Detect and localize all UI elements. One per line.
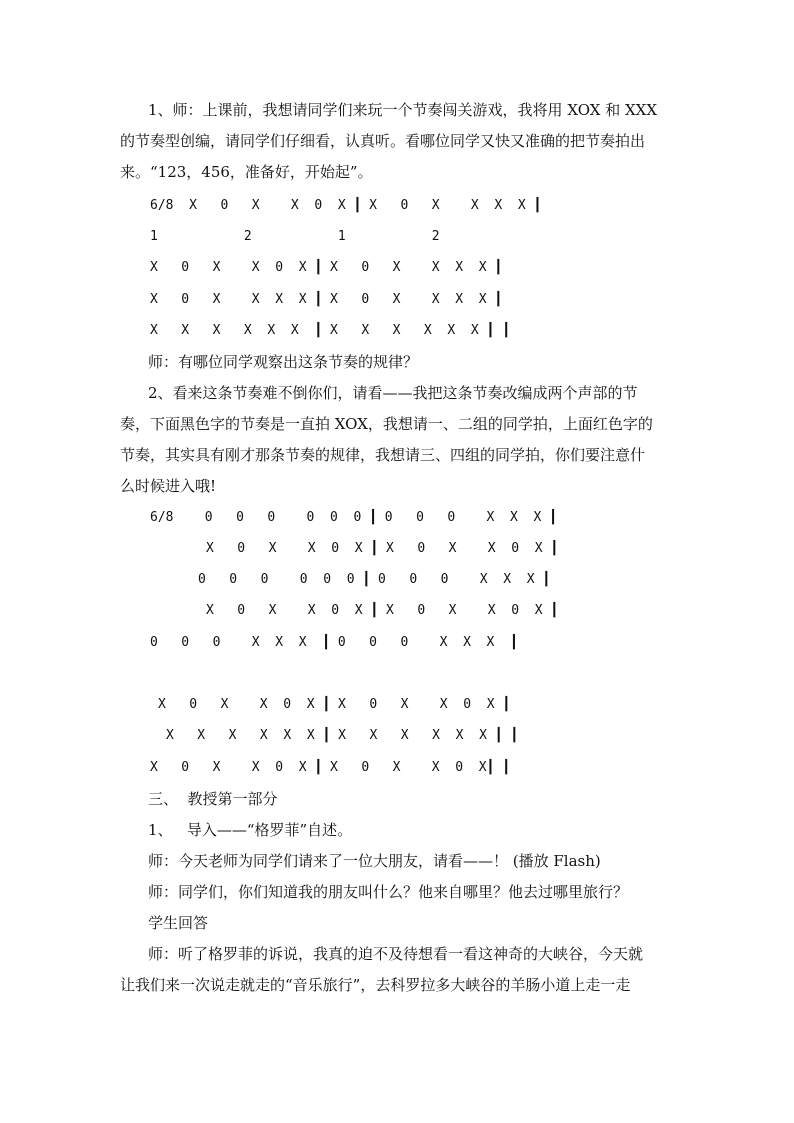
rhythm-1-line-1: 6/8 X 0 X X 0 X ┃ X 0 X X X X ┃ [150,198,542,213]
paragraph-1-line-1: 1、师：上课前，我想请同学们来玩一个节奏闯关游戏，我将用 XOX 和 XXX [148,101,658,119]
rhythm-3-line-2: X X X X X X ┃ X X X X X X ┃ ┃ [166,728,519,743]
paragraph-2-line-1: 2、看来这条节奏难不倒你们，请看——我把这条节奏改编成两个声部的节 [148,384,638,402]
section-3-line-2: 师：同学们，你们知道我的朋友叫什么？他来自哪里？他去过哪里旅行？ [148,883,629,901]
section-3-line-5: 让我们来一次说走就走的“音乐旅行”，去科罗拉多大峡谷的羊肠小道上走一走 [120,976,631,994]
rhythm-1-line-5: X X X X X X ┃ X X X X X X ┃ ┃ [150,323,511,338]
section-3-line-4: 师：听了格罗菲的诉说，我真的迫不及待想看一看这神奇的大峡谷，今天就 [148,945,644,963]
rhythm-3-line-1: X 0 X X 0 X ┃ X 0 X X 0 X ┃ [158,697,511,712]
section-3-line-1: 师：今天老师为同学们请来了一位大朋友，请看——！ (播放 Flash) [148,852,601,870]
paragraph-2-line-4: 么时候进入哦! [120,477,217,495]
paragraph-1-line-2: 的节奏型创编，请同学们仔细看，认真听。看哪位同学又快又准确的把节奏拍出 [120,132,646,150]
rhythm-2-line-5: 0 0 0 X X X ┃ 0 0 0 X X X ┃ [150,635,518,650]
rhythm-2-line-2: X 0 X X 0 X ┃ X 0 X X 0 X ┃ [206,541,559,556]
rhythm-1-line-4: X 0 X X X X ┃ X 0 X X X X ┃ [150,292,503,307]
paragraph-2-line-3: 节奏，其实具有刚才那条节奏的规律，我想请三、四组的同学拍，你们要注意什 [120,446,646,464]
section-3-item-1: 1、 导入——“格罗菲”自述。 [148,821,353,839]
rhythm-2-line-3: 0 0 0 0 0 0 ┃ 0 0 0 X X X ┃ [198,572,551,587]
rhythm-2-line-4: X 0 X X 0 X ┃ X 0 X X 0 X ┃ [206,603,559,618]
rhythm-1-line-2: 1 2 1 2 [150,229,440,244]
rhythm-2-line-1: 6/8 0 0 0 0 0 0 ┃ 0 0 0 X X X ┃ [150,510,557,525]
paragraph-2-line-2: 奏，下面黑色字的节奏是一直拍 XOX，我想请一、二组的同学拍，上面红色字的 [120,415,653,433]
paragraph-1-line-3: 来。“123，456，准备好，开始起”。 [120,163,373,181]
question-line: 师：有哪位同学观察出这条节奏的规律？ [148,353,419,371]
section-3-line-3: 学生回答 [148,914,209,932]
rhythm-3-line-3: X 0 X X 0 X ┃ X 0 X X 0 X┃ ┃ [150,760,511,775]
rhythm-1-line-3: X 0 X X 0 X ┃ X 0 X X X X ┃ [150,260,503,275]
section-3-heading: 三、 教授第一部分 [148,790,278,808]
